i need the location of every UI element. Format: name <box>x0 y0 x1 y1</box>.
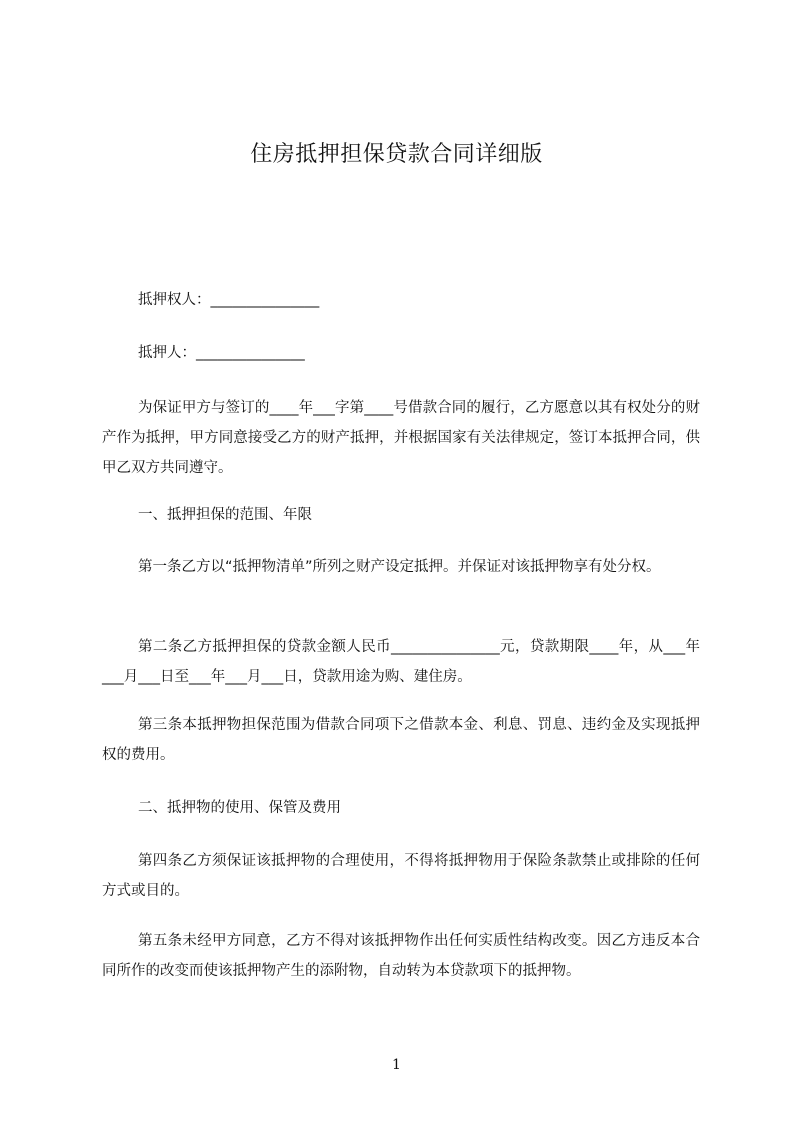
article-3: 第三条本抵押物担保范围为借款合同项下之借款本金、利息、罚息、违约金及实现抵押权的费用。 <box>102 717 700 763</box>
page-number: 1 <box>392 1057 401 1073</box>
document-title: 住房抵押担保贷款合同详细版 <box>250 142 543 167</box>
section-heading-usage: 二、抵押物的使用、保管及费用 <box>138 800 341 816</box>
mortgagor-line: 抵押人：_______________ <box>138 345 305 361</box>
intro-paragraph: 为保证甲方与签订的____年___字第____号借款合同的履行，乙方愿意以其有权处分的财产作为抵押，甲方同意接受乙方的财产抵押，并根据国家有关法律规定，签订本抵押合同，供甲乙双方共同遵守。 <box>102 400 700 476</box>
article-5: 第五条未经甲方同意，乙方不得对该抵押物作出任何实质性结构改变。因乙方违反本合同所作的改变而使该抵押物产生的添附物，自动转为本贷款项下的抵押物。 <box>102 933 700 979</box>
article-1: 第一条乙方以“抵押物清单”所列之财产设定抵押。并保证对该抵押物享有处分权。 <box>138 559 661 575</box>
article-2: 第二条乙方抵押担保的贷款金额人民币_______________元，贷款期限____年，从___年___月___日至___年___月___日，贷款用途为购、建住房。 <box>102 639 700 685</box>
mortgagee-line: 抵押权人：_______________ <box>138 292 320 308</box>
section-heading-scope: 一、抵押担保的范围、年限 <box>138 507 312 523</box>
article-4: 第四条乙方须保证该抵押物的合理使用，不得将抵押物用于保险条款禁止或排除的任何方式或目的。 <box>102 853 700 899</box>
